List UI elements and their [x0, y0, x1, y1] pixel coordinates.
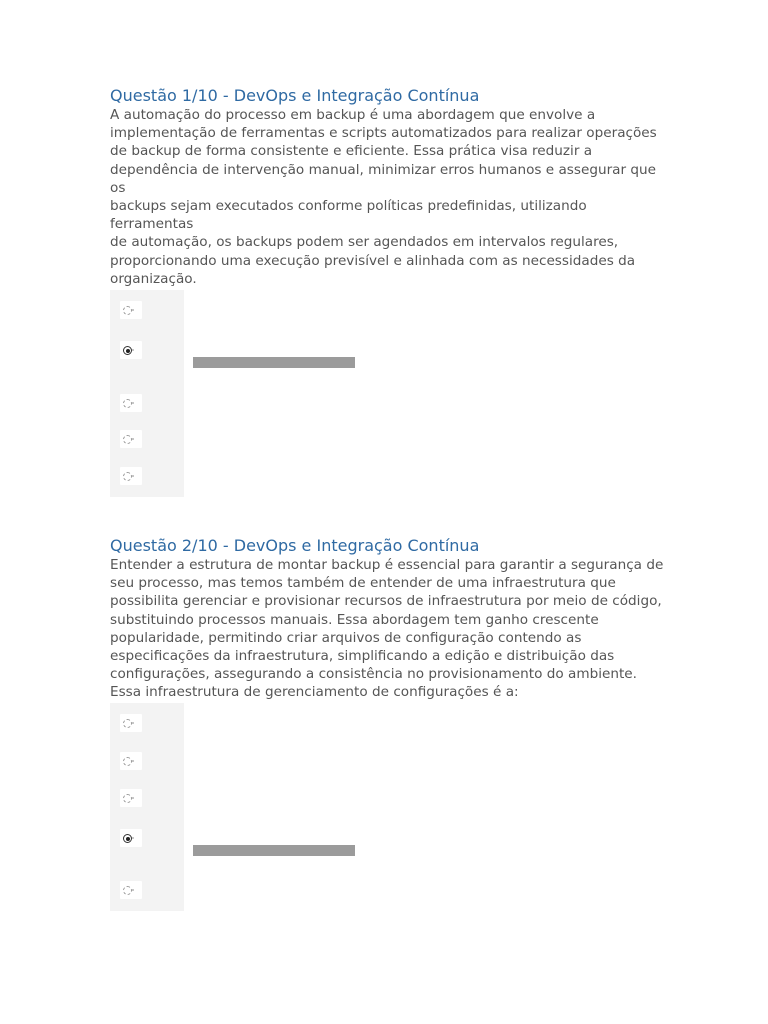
radio-unchecked-icon[interactable]: [123, 757, 132, 766]
radio-unchecked-icon[interactable]: [123, 794, 132, 803]
question-2-text: Entender a estrutura de montar backup é essencial para garantir a segurança de seu processo, mas temos também de entender de uma infraestrutura que possibilita gerenciar e provisionar recursos de infraestrutura por meio de código, substituindo processos manuais. Essa abordagem tem ganho crescente popularidade, permitindo criar arquivos de configuração contendo as especificações da infraestrutura, simplificando a edição e distribuição das configurações, assegurando a consistência no provisionamento do ambiente. Essa infraestrutura de gerenciamento de configurações é a:: [110, 557, 664, 701]
option-marker-icon: [132, 889, 134, 891]
option-marker-icon: [132, 402, 134, 404]
radio-checked-icon[interactable]: [123, 346, 132, 355]
question-1-selected-answer-bar: [193, 357, 355, 368]
option-marker-icon: [132, 475, 134, 477]
question-1-text: A automação do processo em backup é uma abordagem que envolve a implementação de ferramentas e scripts automatizados para realizar operações de backup de forma consistente e eficiente. Essa prática visa reduzir a dependência de intervenção manual, minimizar erros humanos e assegurar que os backups sejam executados conforme políticas predefinidas, utilizando ferramentas de automação, os backups podem ser agendados em intervalos regulares, proporcionando uma execução previsível e alinhada com as necessidades da organização.: [110, 107, 657, 287]
option-marker-icon: [132, 797, 134, 799]
question-2-title: Questão 2/10 - DevOps e Integração Contínua: [110, 536, 480, 555]
question-2-option-c[interactable]: [120, 789, 142, 807]
question-1-option-a[interactable]: [120, 301, 142, 319]
question-1-option-e[interactable]: [120, 467, 142, 485]
option-marker-icon: [132, 309, 134, 311]
radio-unchecked-icon[interactable]: [123, 886, 132, 895]
question-1-option-b[interactable]: [120, 341, 142, 359]
question-2: [110, 536, 670, 702]
option-marker-icon: [132, 438, 134, 440]
radio-unchecked-icon[interactable]: [123, 399, 132, 408]
question-2-option-d[interactable]: [120, 829, 142, 847]
question-2-options-panel: [110, 703, 184, 911]
question-2-option-b[interactable]: [120, 752, 142, 770]
question-1-title: Questão 1/10 - DevOps e Integração Contínua: [110, 86, 480, 105]
radio-checked-icon[interactable]: [123, 834, 132, 843]
question-1: [110, 86, 670, 288]
question-2-option-a[interactable]: [120, 714, 142, 732]
question-1-option-c[interactable]: [120, 394, 142, 412]
radio-unchecked-icon[interactable]: [123, 306, 132, 315]
radio-unchecked-icon[interactable]: [123, 472, 132, 481]
option-marker-icon: [132, 837, 134, 839]
radio-unchecked-icon[interactable]: [123, 435, 132, 444]
question-2-option-e[interactable]: [120, 881, 142, 899]
question-2-selected-answer-bar: [193, 845, 355, 856]
option-marker-icon: [132, 760, 134, 762]
option-marker-icon: [132, 349, 134, 351]
question-1-option-d[interactable]: [120, 430, 142, 448]
option-marker-icon: [132, 722, 134, 724]
radio-unchecked-icon[interactable]: [123, 719, 132, 728]
